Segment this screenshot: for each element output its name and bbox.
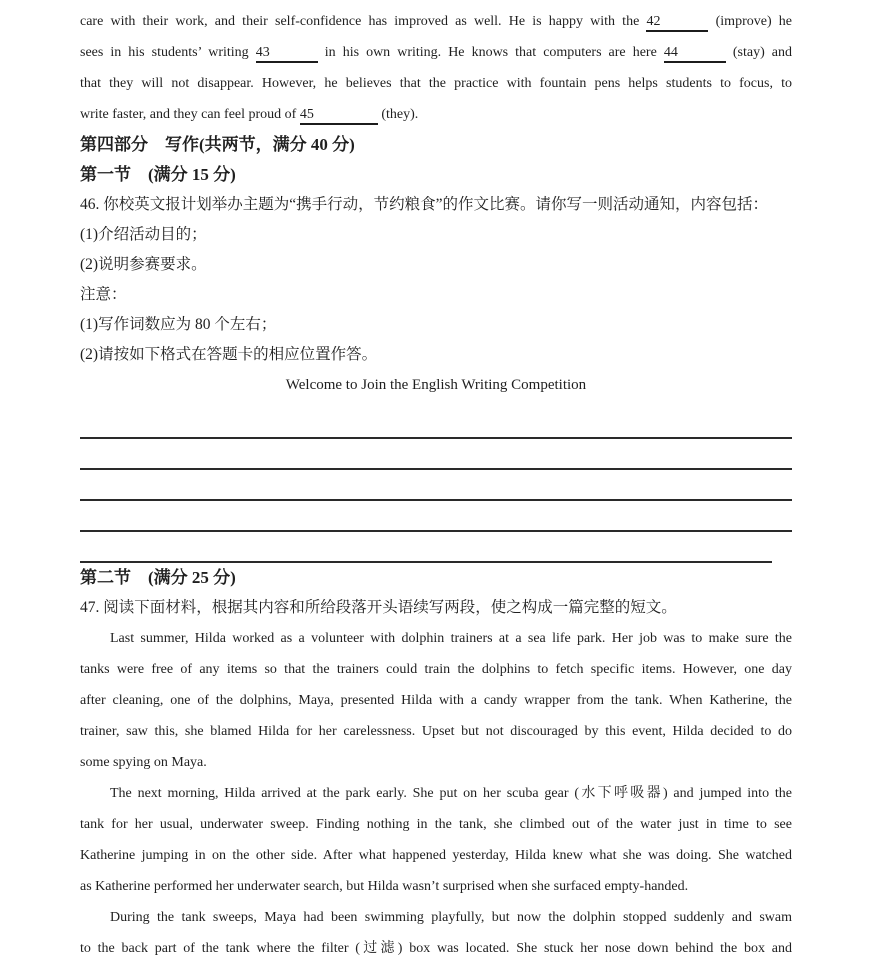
cloze-text: sees in his students’ writing [80,45,256,60]
part4-header: 第四部分 写作(共两节，满分 40 分) [80,135,355,154]
q46-point-1: (1)介绍活动目的； [80,226,207,243]
cloze-text: in his own writing. He knows that computers are here [317,45,664,60]
essay-title: Welcome to Join the English Writing Competition [285,377,587,393]
story-line: Katherine jumping in on the other side. After what happened yesterday, Hilda knew what she was doing. She watched [80,848,792,863]
cloze-text: (improve) he [708,14,792,29]
answer-line [80,439,792,470]
blank-44: 44 [664,44,726,63]
story-line: some spying on Maya. [80,755,207,770]
story-line: The next morning, Hilda arrived at the park early. She put on her scuba gear (水下呼吸器) and jumped into the [110,786,792,801]
answer-lines [80,408,792,563]
cloze-text: write faster, and they can feel proud of [80,107,300,122]
story-line: During the tank sweeps, Maya had been swimming playfully, but now the dolphin stopped suddenly and swam [110,910,792,925]
section2-header: 第二节 (满分 25 分) [80,568,236,587]
story-line: tank for her usual, underwater sweep. Finding nothing in the tank, she climbed out of the water just in time to see [80,817,792,832]
question-46: 46. 你校英文报计划举办主题为“携手行动，节约粮食”的作文比赛。请你写一则活动通知，内容包括： [80,196,769,213]
story-line: as Katherine performed her underwater search, but Hilda wasn’t surprised when she surfaced empty-handed. [80,879,689,894]
note-2: (2)请按如下格式在答题卡的相应位置作答。 [80,346,378,363]
cloze-line: that they will not disappear. However, he believes that the practice with fountain pens helps students to focus, to [80,76,792,91]
q46-point-2: (2)说明参赛要求。 [80,256,207,273]
cloze-text: care with their work, and their self-confidence has improved as well. He is happy with the [80,14,647,29]
cloze-text: (stay) and [725,45,792,60]
blank-45: 45 [300,106,378,125]
cloze-line [80,99,792,130]
question-47: 47. 阅读下面材料，根据其内容和所给段落开头语续写两段，使之构成一篇完整的短文。 [80,599,677,616]
answer-line [80,501,792,532]
blank-42: 42 [646,13,708,32]
story-line: tanks were free of any items so that the trainers could train the dolphins to fetch specific items. However, one day [80,662,792,677]
blank-43: 43 [256,44,318,63]
section1-header: 第一节 (满分 15 分) [80,165,236,184]
note-label: 注意： [80,286,127,303]
story-line: to the back part of the tank where the filter (过滤) box was located. She stuck her nose down behind the box and [80,941,792,956]
cloze-text: (they). [377,107,419,122]
answer-line [80,532,772,563]
answer-line [80,408,792,439]
story-line: trainer, saw this, she blamed Hilda for her carelessness. Upset but not discouraged by this event, Hilda decided to do [80,724,792,739]
answer-line [80,470,792,501]
cloze-line [80,37,792,68]
note-1: (1)写作词数应为 80 个左右； [80,316,277,333]
cloze-line [80,6,792,37]
story-line: Last summer, Hilda worked as a volunteer with dolphin trainers at a sea life park. Her job was to make sure the [110,631,792,646]
story-line: after cleaning, one of the dolphins, Maya, presented Hilda with a candy wrapper from the tank. When Katherine, the [80,693,792,708]
